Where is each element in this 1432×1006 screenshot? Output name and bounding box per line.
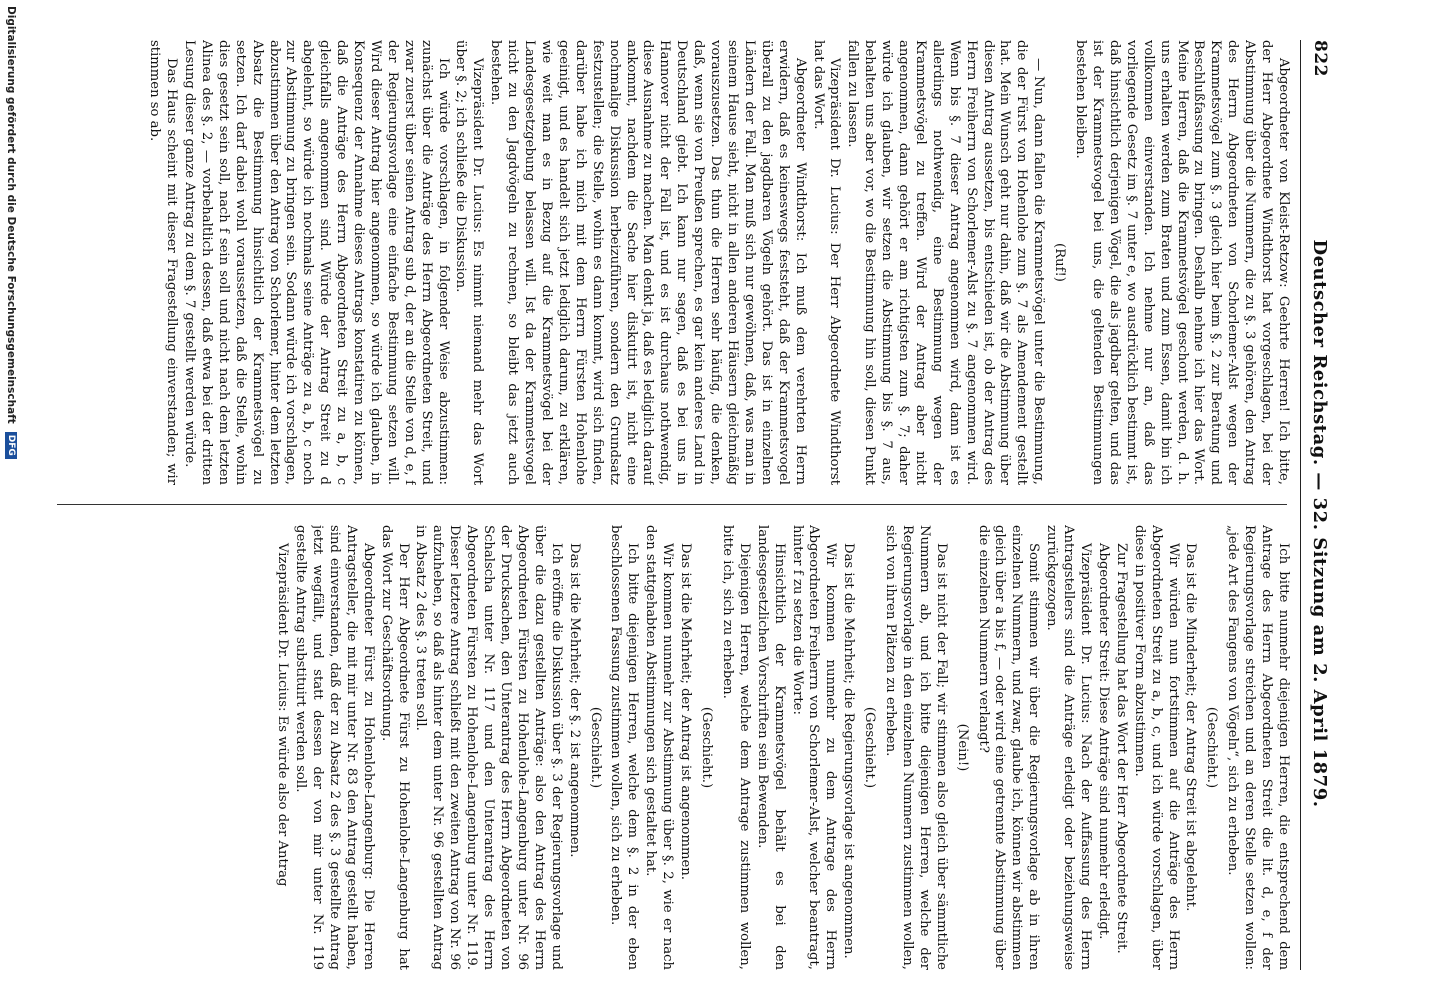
digitization-credit xyxy=(0,0,22,1006)
paragraph: Ich bitte nunmehr diejenigen Herren, die entsprechend dem Antrage des Herrn Abgeordneten Streit die lit. d, e, f der Regierungsvorlage streichen und an deren Stelle setzen wollen: „jede Art des Fangens von Vögeln“, sich zu erheben. xyxy=(1225,525,1291,970)
paragraph: Ich bitte diejenigen Herren, welche dem §. 2 in der eben beschlossenen Fassung zustimmen wollen, sich zu erheben. xyxy=(608,525,641,970)
page-body xyxy=(37,40,1337,970)
page-header xyxy=(1303,40,1337,970)
paragraph: Vizepräsident Dr. Lucius: Nach der Auffassung des Herrn Antragstellers sind die Anträge erledigt oder beziehungsweise zurückgezogen. xyxy=(1044,525,1094,970)
paragraph: Das Haus scheint mit dieser Fragestellung einverstanden; wir stimmen so ab. xyxy=(147,40,180,485)
paragraph: Vizepräsident Dr. Lucius: Es würde also der Antrag xyxy=(275,543,291,887)
interjection: (Geschieht.) xyxy=(587,706,603,789)
paragraph: Das ist die Mehrheit; die Regierungsvorlage ist angenommen. xyxy=(841,543,857,959)
interjection: (Geschieht.) xyxy=(699,706,714,789)
paragraph: Ich eröffne die Diskussion über §. 3 der Regierungsvorlage und über die dazu gestellten Anträge: also den Antrag des Herrn Abgeordneten Fürsten zu Hohenlohe-Langenburg unter Nr. 96 der Drucksachen, den Unterantrag des Herrn Abgeordneten von Schalscha unter Nr. 117 und den Unterantrag des Herrn Abgeordneten Fürsten zu Hohenlohe-Langenburg unter Nr. 119. Dieser letztere Antrag schließt mit den zweiten Antrag von Nr. 96 aufzuheben, so daß als hinter dem unter Nr. 96 gestellten Antrag in Absatz 2 des §. 3 treten soll. xyxy=(413,525,564,970)
interjection: (Geschieht.) xyxy=(862,706,878,789)
page-title: Deutscher Reichstag. — 32. Sitzung am 2. April 1879. xyxy=(1309,239,1331,808)
paragraph: Abgeordneter von Kleist-Retzow: Geehrte Herren! Ich bitte, der Herr Abgeordnete Windthorst hat vorgeschlagen, bei der Abstimmung über die Nummern, die zu §. 3 gehören, den Antrag des Herrn Abgeordneten von Schorlemer-Alst wegen der Krammetsvögel zum §. 3 gleich hier beim §. 2 zur Beratung und Beschlußfassung zu bringen. Deshalb nehme ich hier das Wort. Meine Herren, daß die Krammetsvögel geschont werden, d. h. uns erhalten werden zum Braten und zum Essen, damit bin ich vollkommen einverstanden. Ich nehme nur an, daß das vorliegende Gesetz im §. 7 unter e, wo ausdrücklich bestimmt ist, daß hinsichtlich derjenigen Vögel, die als jagdbar gelten, und das ist der Krammetsvogel bei uns, die geltenden Bestimmungen bestehen bleiben. xyxy=(1073,40,1291,485)
interjection: (Geschieht.) xyxy=(1204,706,1220,789)
paragraph: Somit stimmen wir über die Regierungsvorlage ab in ihren einzelnen Nummern, und zwar, glaube ich, können wir abstimmen gleich über a bis f, — oder wird eine getrennte Abstimmung über die einzelnen Nummern verlangt? xyxy=(975,525,1042,970)
paragraph: Der Herr Abgeordnete Fürst zu Hohenlohe-Langenburg hat das Wort zur Geschäftsordnung. xyxy=(378,525,411,970)
paragraph: Diejenigen Herren, welche dem Antrage zustimmen wollen, bitte ich, sich zu erheben. xyxy=(719,525,752,970)
paragraph: Ich würde vorschlagen, in folgender Weise abzustimmen: zunächst über die Anträge des Herrn Abgeordneten Streit, und zwar zuerst über seinen Antrag sub d, der an die Stelle von d, e, f der Regierungsvorlage eine einfache Bestimmung setzen will. Wird dieser Antrag hier angenommen, so würde ich glauben, in Konsequenz der Annahme dieses Antrags konstatiren zu können, daß die Anträge des Herrn Abgeordneten Streit zu a, b, c gleichfalls angenommen sind. Würde der Antrag Streit zu d abgelehnt, so würde ich nochmals seine Anträge zu a, b, c noch zur Abstimmung zu bringen sein. Sodann würde ich vorschlagen, abzustimmen über den Antrag von Schorlemer, hinter dem letzten Absatz die Bestimmung hinsichtlich der Krammetsvögel zu setzen. Ich darf dabei wohl voraussetzen, daß die Stelle, wohin dies gesetzt sein soll, nach f sein soll und nicht nach dem letzten Alinea des §. 2, — vorbehaltlich dessen, daß etwa bei der dritten Lesung dieser ganze Antrag zu dem §. 7 gestellt werden würde. xyxy=(182,40,451,485)
interjection: (Nein!) xyxy=(954,723,970,772)
interjection: (Ruf!) xyxy=(1052,243,1068,282)
paragraph: Das ist nicht der Fall; wir stimmen also gleich über sämmtliche Nummern ab, und ich bitte diejenigen Herren, welche der Regierungsvorlage in den einzelnen Nummern zustimmen wollen, sich von ihren Plätzen zu erheben. xyxy=(883,525,949,970)
paragraph: Zur Fragestellung hat das Wort der Herr Abgeordnete Streit. xyxy=(1113,543,1129,954)
paragraph: Wir würden nun fortstimmen auf die Anträge des Herrn Abgeordneten Streit zu a, b, c, und ich würde vorschlagen, über diese in positiver Form abzustimmen. xyxy=(1131,525,1181,970)
credit-text: Digitalisierung gefördert durch die Deutsche Forschungsgemeinschaft xyxy=(5,6,17,424)
paragraph: Abgeordneter Windthorst: Ich muß dem verehrten Herrn erwidern, daß es keineswegs feststeht, daß der Krammetsvogel überall zu den jagdbaren Vögeln gehört. Das ist in einzelnen Ländern der Fall. Man muß sich nur gewöhnen, daß, was man in seinem Hause sieht, nicht in allen anderen Häusern gleichmäßig vorauszusetzen. Das thun die Herren sehr häufig, die denken, daß, wenn sie von Preußen sprechen, es gar kein anderes Land in Deutschland giebt. Ich kann nur sagen, daß es bei uns in Hannover nicht der Fall ist, und es ist durchaus nothwendig, diese Ausnahme zu machen. Man denkt ja, daß es lediglich darauf ankommt, nachdem die Sache hier diskutirt ist, nicht eine nochmalige Diskussion herbeizuführen, sondern den Grundsatz festzustellen; die Stelle, wohin es dann kommt, wird sich finden, darüber habe ich mich mit dem Herrn Fürsten Hohenlohe geeinigt, und es handelt sich jetzt lediglich darum, zu erklären, wie weit man es in Bezug auf die Krammetsvögel bei der Landesgesetzgebung belassen will. Ist da der Krammetsvogel nicht zu den Jagdvögeln zu rechnen, so bleibt das jetzt auch bestehen. xyxy=(488,40,808,485)
header-rule xyxy=(1300,40,1301,970)
paragraph: Wir kommen nunmehr zu dem Antrage des Herrn Abgeordneten Freiherrn von Schorlemer-Alst, welcher beantragt, hinter f zu setzen die Worte: xyxy=(789,525,839,970)
paragraph: Wir kommen nunmehr zur Abstimmung über §. 2, wie er nach den stattgehabten Abstimmungen sich gestaltet hat. xyxy=(643,525,676,970)
paragraph: Abgeordneter Streit: Diese Anträge sind nunmehr erledigt. xyxy=(1095,543,1111,940)
paragraph: Das ist die Minderheit; der Antrag Streit ist abgelehnt. xyxy=(1183,543,1199,912)
dfg-logo: DFG xyxy=(5,432,17,459)
column-divider xyxy=(57,504,1287,505)
paragraph: Vizepräsident Dr. Lucius: Es nimmt niemand mehr das Wort über §. 2; ich schließe die Diskussion. xyxy=(453,40,486,485)
left-column xyxy=(37,40,1291,485)
paragraph: — Nun, dann fallen die Krammetsvögel unter die Bestimmung, die der Fürst von Hohenlohe zum §. 7 als Amendement gestellt hat. Mein Wunsch geht nur dahin, daß wir die Abstimmung über diesen Antrag aussetzen, bis entschieden ist, ob der Antrag des Herrn Freiherrn von Schorlemer-Alst zu §. 7 angenommen wird. Wenn bis §. 7 dieser Antrag angenommen wird, dann ist es allerdings nothwendig, eine Bestimmung wegen der Krammetsvögel zu treffen. Wird der Antrag aber nicht angenommen, dann gehört er am richtigsten zum §. 7; daher würde ich glauben, wir setzen die Abstimmung bis §. 7 aus, behalten uns aber vor, wo die Bestimmung hin soll, diesen Punkt fallen zu lassen. xyxy=(845,40,1047,485)
paragraph: Das ist die Mehrheit; der Antrag ist angenommen. xyxy=(678,543,694,880)
page-number: 822 xyxy=(1310,40,1330,77)
paragraph: Hinsichtlich der Krammetsvögel behält es bei den landesgesetzlichen Vorschriften sein Bewenden. xyxy=(754,525,787,970)
paragraph: Abgeordneter Fürst zu Hohenlohe-Langenburg: Die Herren Antragsteller, die mit mir unter Nr. 83 den Antrag gestellt haben, sind einverstanden, daß der zu Absatz 2 des §. 3 gestellte Antrag jetzt wegfällt, und statt dessen der von mir unter Nr. 119 gestellte Antrag substituirt werden soll. xyxy=(293,525,376,970)
paragraph: Vizepräsident Dr. Lucius: Der Herr Abgeordnete Windthorst hat das Wort. xyxy=(810,40,843,485)
right-column xyxy=(37,525,1291,970)
paragraph: Das ist die Mehrheit; der §. 2 ist angenommen. xyxy=(566,543,582,858)
